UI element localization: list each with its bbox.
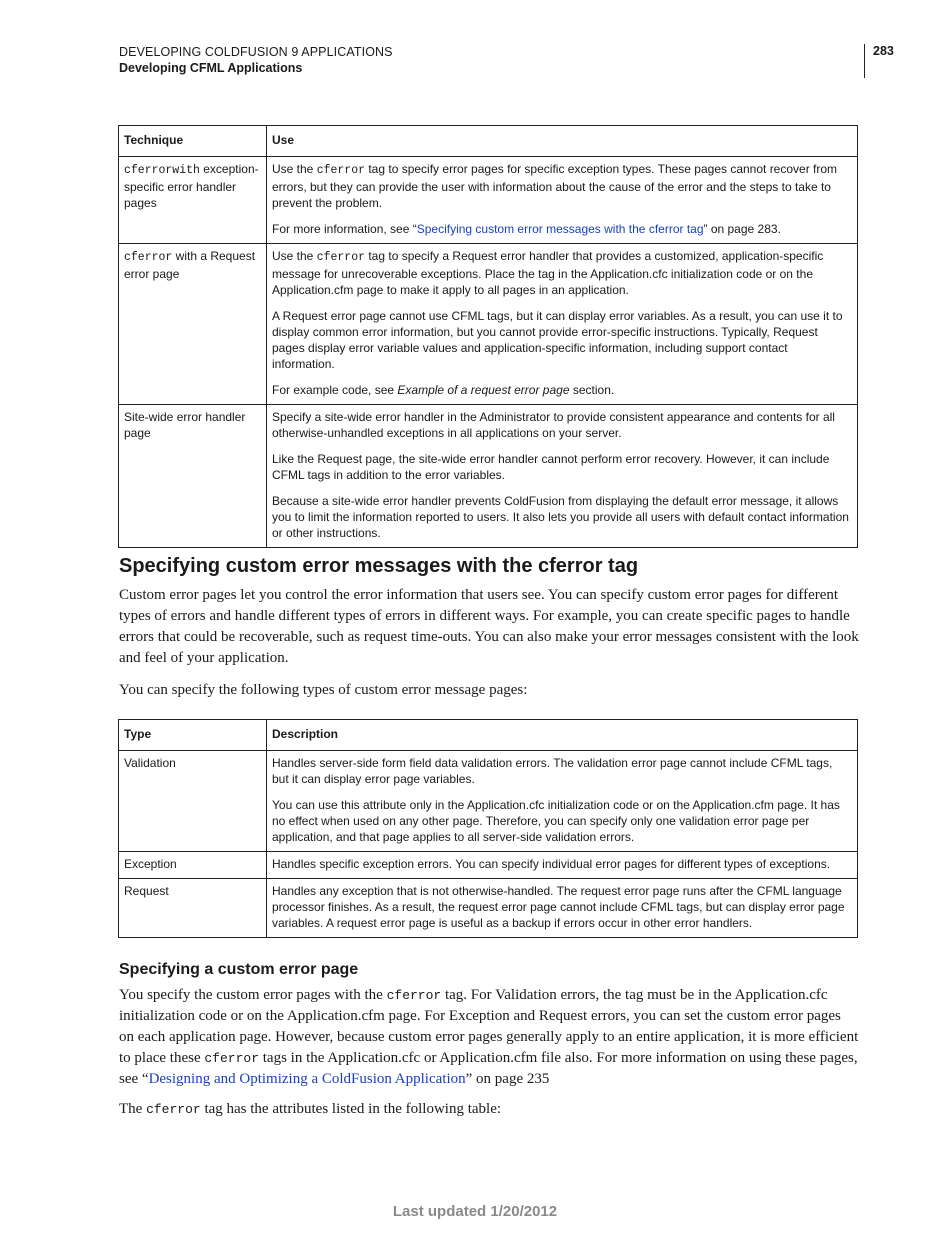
type-cell: Request — [119, 879, 267, 938]
code-text: cferror — [124, 251, 173, 264]
italic-reference: Example of a request error page — [397, 383, 570, 397]
table-row — [119, 244, 858, 405]
code-text: cferror — [316, 164, 366, 177]
cell-paragraph: Because a site-wide error handler prevents ColdFusion from displaying the default error message, it allows you to limit the information reported to users. It also lets you provide all users with default contact information or other instructions. — [272, 494, 849, 540]
text-run: Use the — [272, 162, 317, 176]
technique-cell — [119, 244, 267, 405]
table-row — [119, 751, 858, 852]
use-cell — [267, 244, 858, 405]
last-updated-footer: Last updated 1/20/2012 — [392, 1203, 558, 1220]
column-header: Technique — [119, 126, 267, 157]
section-heading: Specifying custom error messages with the cferror tag — [119, 555, 639, 577]
text-run: tag to specify error pages for specific exception types. These pages cannot recover from errors, but they can provide the user with information about the cause of the error and the steps to take to prevent the problem. — [272, 162, 838, 210]
cell-text: exception-specific error handler pages — [124, 162, 259, 210]
cell-paragraph — [272, 248, 852, 298]
code-text: cferror — [386, 988, 442, 1003]
column-header: Description — [267, 720, 858, 751]
text-run: The — [119, 1101, 147, 1117]
header-divider — [864, 44, 865, 78]
column-header: Use — [267, 126, 858, 157]
technique-cell: Site-wide error handler page — [119, 405, 267, 548]
table-row — [119, 879, 858, 938]
cell-paragraph: A Request error page cannot use CFML tags, but it can display error variables. As a result, you can use it to display common error information, but you cannot provide error-specific instructions. Typically, Request pages display error variable values and application-specific information, including support contact information. — [272, 309, 843, 371]
code-text: cferror — [146, 1102, 201, 1117]
technique-cell — [119, 157, 267, 244]
description-cell — [267, 879, 858, 938]
text-run: For example code, see — [272, 383, 398, 397]
cell-paragraph: Like the Request page, the site-wide error handler cannot perform error recovery. However, it can include CFML tags in addition to the error variables. — [272, 452, 830, 482]
text-run: section. — [569, 383, 615, 397]
code-text: cferror — [204, 1051, 259, 1066]
table-row — [119, 852, 858, 879]
cell-paragraph: Handles specific exception errors. You can specify individual error pages for different types of exceptions. — [272, 857, 831, 871]
type-cell: Validation — [119, 751, 267, 852]
chapter-title: Developing CFML Applications — [119, 61, 303, 75]
body-paragraph — [119, 985, 859, 1090]
text-run: tag to specify a Request error handler that provides a customized, application-specific message for unrecoverable exceptions. Place the tag in the Application.cfc initialization code or on the Application.cfm page to make it apply to all pages in an application. — [272, 249, 824, 297]
cross-reference-link[interactable]: Designing and Optimizing a ColdFusion Application — [148, 1071, 466, 1087]
code-text: cferror — [316, 251, 366, 264]
table-row — [119, 157, 858, 244]
cross-reference-link[interactable]: Specifying custom error messages with the cferror tag — [416, 222, 704, 236]
description-cell — [267, 852, 858, 879]
text-run: tags in the Application.cfc or Application.cfm file also. For more information on using these pages, see “ — [119, 1050, 858, 1087]
text-run: ” on page 235 — [465, 1071, 550, 1087]
body-paragraph: Custom error pages let you control the error information that users see. You can specify custom error pages for different types of errors and handle different types of errors in different ways. For example, you can create specific pages to handle errors that could be recoverable, such as request time-outs. You can also make your error messages consistent with the look and feel of your application. — [119, 587, 859, 666]
cell-paragraph: You can use this attribute only in the Application.cfc initialization code or on the Application.cfm page. It has no effect when used on any other page. Therefore, you can specify only one validation error page per application, and that page applies to all server-side validation errors. — [272, 798, 840, 844]
error-types-table — [118, 719, 858, 938]
cell-paragraph: Specify a site-wide error handler in the Administrator to provide consistent appearance and contents for all otherwise-unhandled exceptions in all applications on your server. — [272, 410, 835, 440]
description-cell — [267, 751, 858, 852]
text-run: Use the — [272, 249, 317, 263]
running-header — [119, 45, 393, 75]
table-header-row — [119, 720, 858, 751]
cell-paragraph: Handles any exception that is not otherwise-handled. The request error page runs after the CFML language processor finishes. As a result, the request error page cannot include CFML tags, but can display error page variables. A request error page is useful as a backup if errors occur in other error handlers. — [272, 884, 845, 930]
table-header-row — [119, 126, 858, 157]
column-header: Type — [119, 720, 267, 751]
type-cell: Exception — [119, 852, 267, 879]
text-run: You specify the custom error pages with the — [119, 987, 387, 1003]
cell-paragraph — [272, 382, 852, 398]
use-cell — [267, 157, 858, 244]
use-cell — [267, 405, 858, 548]
cell-paragraph — [272, 221, 852, 237]
text-run: For more information, see “ — [272, 222, 417, 236]
cell-paragraph: Handles server-side form field data validation errors. The validation error page cannot include CFML tags, but it can display error page variables. — [272, 756, 833, 786]
cell-paragraph — [272, 161, 852, 211]
doc-title: DEVELOPING COLDFUSION 9 APPLICATIONS — [119, 45, 393, 59]
body-paragraph — [119, 1099, 859, 1120]
code-text: cferrorwith — [124, 164, 200, 177]
table-row — [119, 405, 858, 548]
text-run: tag. For Validation errors, the tag must be in the Application.cfc initialization code or on the Application.cfm page. For Exception and Request errors, you can set the custom error pages on each application page. However, because custom error pages generally apply to an entire application, it is more efficient to place these — [119, 987, 859, 1066]
body-paragraph: You can specify the following types of custom error message pages: — [119, 682, 528, 698]
cell-text: with a Request error page — [124, 249, 256, 281]
subsection-heading: Specifying a custom error page — [119, 961, 359, 978]
text-run: ” on page 283. — [703, 222, 781, 236]
techniques-table — [118, 125, 858, 548]
text-run: tag has the attributes listed in the following table: — [200, 1101, 502, 1117]
page-number: 283 — [873, 44, 894, 58]
